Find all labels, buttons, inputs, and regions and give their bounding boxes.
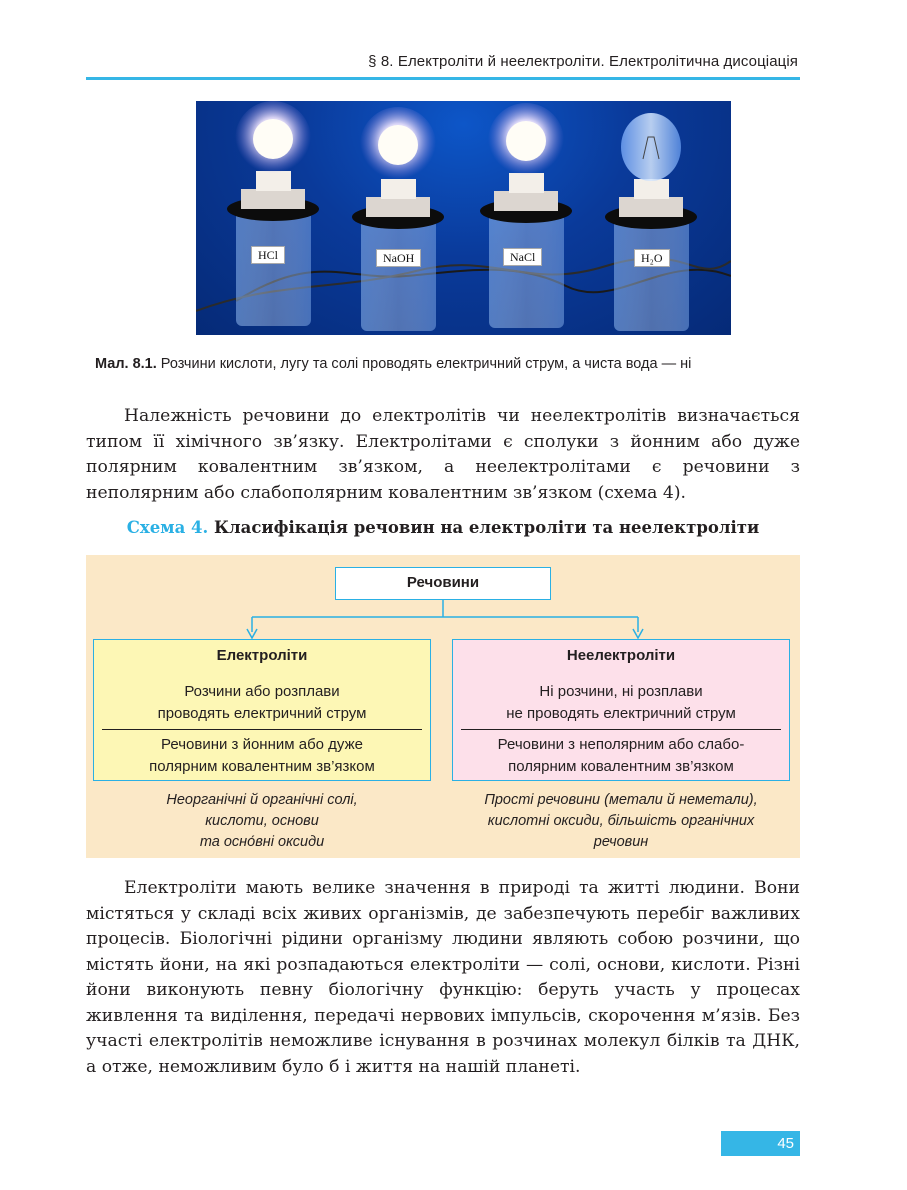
lamp-nacl: [480, 103, 572, 328]
caption-text: Розчини кислоти, лугу та солі проводять електричний струм, а чиста вода — ні: [156, 356, 692, 372]
nonelectrolytes-divider: [461, 729, 781, 730]
page-number: 45: [721, 1131, 800, 1156]
nonelectrolytes-desc-line2: не проводять електричний струм: [506, 705, 736, 722]
schema-root-box: Речовини: [335, 567, 551, 600]
label-hcl: HCl: [251, 246, 285, 264]
electrolytes-bond-line1: Речовини з йонним або дуже: [161, 736, 363, 753]
nonelectrolytes-examples: [452, 790, 790, 853]
electrolytes-box: [93, 639, 431, 781]
paragraph-1: Належність речовини до електролітів чи неелектролітів визначається типом її хімічного зв’язку. Електролітами є сполуки з йонним або дуже полярним ковалентним зв’язком, а неелектролітами є речовини з неполярним або слабополярним ковалентним зв’язком (схема 4).: [86, 406, 800, 503]
figure-caption: [95, 356, 815, 372]
figure-photo-lamps: [196, 101, 731, 335]
nonelectrolytes-desc-line1: Ні розчини, ні розплави: [539, 683, 703, 700]
schema-title-text: Класифікація речовин на електроліти та неелектроліти: [208, 518, 760, 537]
label-h2o: H₂O: [634, 249, 670, 267]
nonelectrolytes-bond-line1: Речовини з неполярним або слабо-: [497, 736, 745, 753]
running-header: § 8. Електроліти й неелектроліти. Електролітична дисоціація: [368, 53, 798, 70]
lamp-naoh: [352, 107, 444, 331]
nonelectrolytes-title: Неелектроліти: [566, 647, 676, 664]
electrolytes-description: [94, 681, 430, 725]
nonelectrolytes-box: [452, 639, 790, 781]
electrolytes-examples: [93, 790, 431, 853]
nonelectrolytes-description: [453, 681, 789, 725]
paragraph-2: Електроліти мають велике значення в природі та житті людини. Вони містяться у складі всіх живих організмів, де забезпечують перебіг важливих процесів. Біологічні рідини організму людини являють собою розчини, що містять йони, на які розпадаються електроліти — солі, основи, кислоти. Різні йони виконують певну біологічну функцію: беруть участь у процесах живлення та виділення, передачі нервових імпульсів, скорочення м’язів. Без участі електролітів неможливе існування в розчинах молекул білків та ДНК, а отже, неможливим було б і життя на нашій планеті.: [86, 878, 800, 1077]
electrolytes-desc-line1: Розчини або розплави: [184, 683, 340, 700]
electrolytes-desc-line2: проводять електричний струм: [157, 705, 367, 722]
nonelectrolytes-ex-line2: кислотні оксиди, більшість органічних: [487, 813, 755, 829]
electrolytes-ex-line2: кислоти, основи: [205, 813, 319, 829]
header-rule: [86, 77, 800, 80]
electrolytes-ex-line3: та осно́вні оксиди: [199, 834, 325, 850]
electrolytes-divider: [102, 729, 422, 730]
caption-label: Мал. 8.1.: [95, 356, 157, 372]
lamps-illustration: [196, 101, 731, 335]
nonelectrolytes-bond-line2: полярним ковалентним зв’язком: [508, 758, 734, 775]
nonelectrolytes-bond: [453, 734, 789, 778]
label-nacl: NaCl: [503, 248, 542, 266]
electrolytes-bond-line2: полярним ковалентним зв’язком: [149, 758, 375, 775]
schema-number: Схема 4.: [126, 518, 209, 537]
lamp-hcl: [227, 101, 319, 326]
electrolytes-title: Електроліти: [216, 647, 308, 664]
lamp-h2o: [605, 113, 697, 331]
electrolytes-ex-line1: Неорганічні й органічні солі,: [166, 792, 358, 808]
schema-connector-arrows: [86, 600, 800, 640]
label-naoh: NaOH: [376, 249, 421, 267]
nonelectrolytes-ex-line3: речовин: [593, 834, 649, 850]
electrolytes-bond: [94, 734, 430, 778]
schema-title: [86, 518, 800, 537]
nonelectrolytes-ex-line1: Прості речовини (метали й неметали),: [484, 792, 758, 808]
